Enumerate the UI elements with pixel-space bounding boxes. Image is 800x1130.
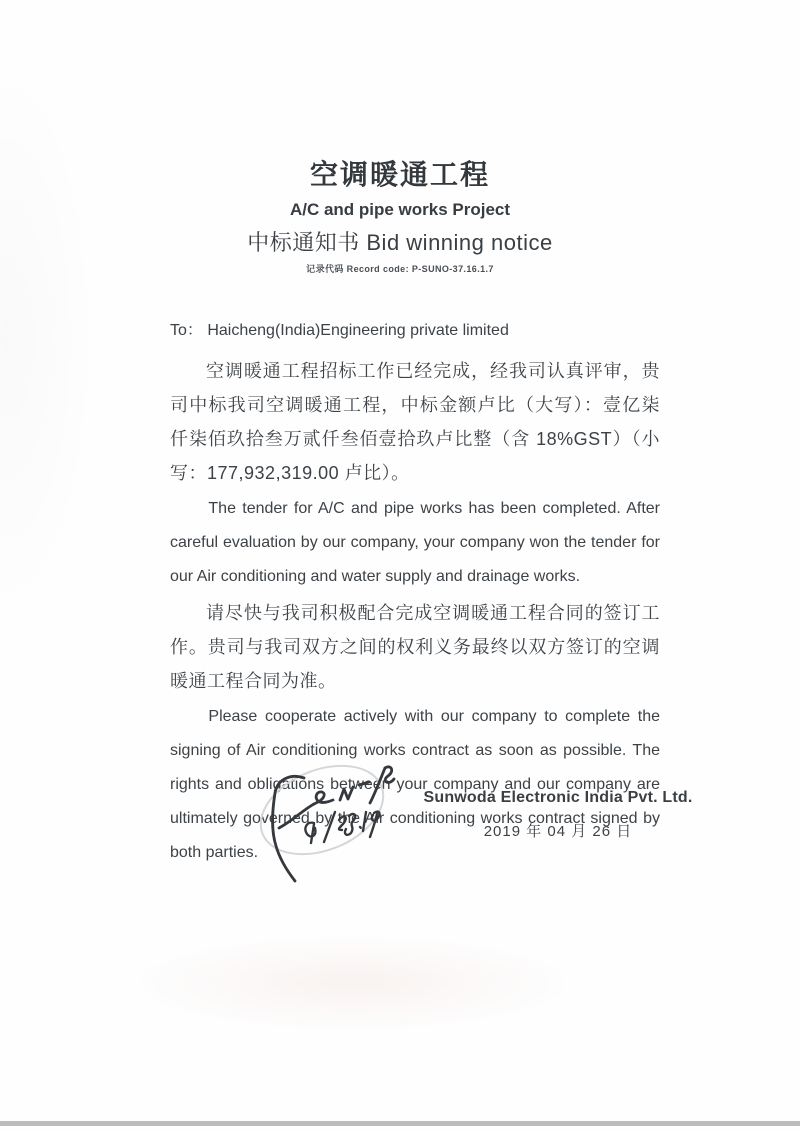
document-title-en: A/C and pipe works Project [289, 200, 511, 219]
paragraph-en-contract: Please cooperate actively with our company to complete the signing of Air conditioning works contract as soon as possible. The rights and obligations between your company and our company are ultimately governed by the Air conditioning works contract signed by both parties. [170, 708, 660, 861]
scan-edge-artifact [0, 1121, 800, 1126]
signature-pen-strokes [273, 767, 395, 881]
handwritten-signature [250, 750, 430, 890]
issue-date: 2019 年 04 月 26 日 [483, 823, 633, 840]
recipient-line: To： Haicheng(India)Engineering private limited [170, 322, 509, 339]
record-code: 记录代码 Record code: P-SUNO-37.16.1.7 [306, 264, 494, 274]
document-title-zh: 空调暖通工程 [309, 159, 490, 190]
document-subtitle: 中标通知书 Bid winning notice [247, 230, 553, 255]
paragraph-zh-award: 空调暖通工程招标工作已经完成，经我司认真评审，贵司中标我司空调暖通工程，中标金额卢比（大写）：壹亿柒仟柒佰玖拾叁万贰仟叁佰壹拾玖卢比整（含 18%GST）（小写：177,932,319.00 卢比）。 [170, 361, 660, 483]
paragraph-zh-contract: 请尽快与我司积极配合完成空调暖通工程合同的签订工作。贵司与我司双方之间的权利义务最终以双方签订的空调暖通工程合同为准。 [170, 603, 660, 691]
paragraph-en-award: The tender for A/C and pipe works has been completed. After careful evaluation by our company, your company won the tender for our Air conditioning and water supply and drainage works. [170, 500, 660, 585]
sign-off-block [420, 789, 696, 841]
company-name: Sunwoda Electronic India Pvt. Ltd. [423, 789, 693, 806]
